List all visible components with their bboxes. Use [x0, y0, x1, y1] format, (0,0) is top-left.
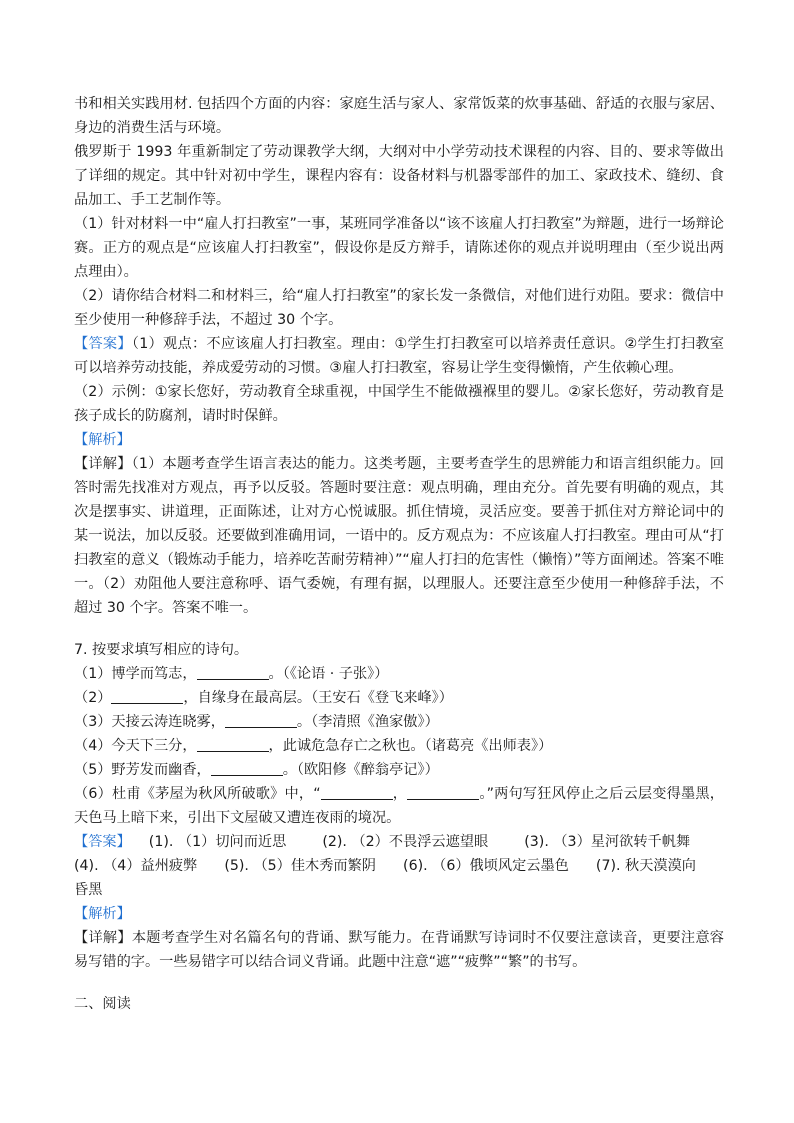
question-6-2: （2）请你结合材料二和材料三，给“雇人打扫教室”的家长发一条微信，对他们进行劝阻。要求：微信中至少使用一种修辞手法，不超过 30 个字。 — [74, 288, 724, 328]
analysis-tag: 【解析】 — [74, 432, 131, 448]
answer-tag: 【答案】 — [74, 336, 132, 352]
fill-blank[interactable] — [225, 712, 297, 728]
q7-answer: 昏黑 — [74, 882, 103, 898]
detail-text: 本题考查学生对名篇名句的背诵、默写能力。在背诵默写诗词时不仅要注意读音，更要注意容易写错的字。一些易错字可以结合词义背诵。此题中注意“遮”“疲弊”“繁”的书写。 — [74, 930, 724, 970]
q6-answer-2: （2）示例：①家长您好，劳动教育全球重视，中国学生不能做襁褓里的婴儿。②家长您好，劳动教育是孩子成长的防腐剂，请时时保鲜。 — [74, 384, 724, 424]
fill-blank[interactable] — [197, 736, 269, 752]
answer-tag: 【答案】 — [74, 834, 131, 850]
detail-tag: 【详解】 — [74, 930, 132, 946]
detail-text: （1）本题考查学生语言表达的能力。这类考题，主要考查学生的思辨能力和语言组织能力。回答时需先找准对方观点，再予以反驳。答题时要注意：观点明确，理由充分。首先要有明确的观点，其次是摆事实、讲道理，正面陈述，让对方心悦诚服。抓住情境，灵活应变。要善于抓住对方辩论词中的某一说法，加以反驳。还要做到准确用词，一语中的。反方观点为：不应该雇人打扫教室。理由可从“打扫教室的意义（锻炼动手能力，培养吃苦耐劳精神）”“雇人打扫的危害性（懒惰）”等方面阐述。答案不唯一。（2）劝阻他人要注意称呼、语气委婉，有理有据，以理服人。还要注意至少使用一种修辞手法，不超过 30 个字。答案不唯一。 — [74, 456, 724, 616]
q6-answer — [74, 332, 724, 380]
section-heading: 二、阅读 — [74, 996, 131, 1012]
q7-item: （4）今天下三分， ，此诚危急存亡之秋也。（诸葛亮《出师表》） — [74, 738, 553, 754]
answer-text: （1）观点：不应该雇人打扫教室。理由：①学生打扫教室可以培养责任意识。②学生打扫教室可以培养劳动技能，养成爱劳动的习惯。③雇人打扫教室，容易让学生变得懒惰，产生依赖心理。 — [74, 336, 724, 376]
q7-answer: (4). （4）益州疲弊 (5). （5）佳木秀而繁阴 (6). （6）俄顷风定云墨色 (7). 秋天漠漠向 — [74, 858, 696, 874]
q7-item: （6）杜甫《茅屋为秋风所破歌》中，“ ， 。”两句写狂风停止之后云层变得墨黑，天色马上暗下来，引出下文屋破又遭连夜雨的境况。 — [74, 786, 724, 826]
analysis-tag: 【解析】 — [74, 906, 131, 922]
q7-item: （5）野芳发而幽香， 。（欧阳修《醉翁亭记》） — [74, 762, 439, 778]
q7-title: 7. 按要求填写相应的诗句。 — [74, 642, 249, 658]
question-6-1: （1）针对材料一中“雇人打扫教室”一事，某班同学准备以“该不该雇人打扫教室”为辩题，进行一场辩论赛。正方的观点是“应该雇人打扫教室”，假设你是反方辩手，请陈述你的观点并说明理由（至少说出两点理由）。 — [74, 216, 724, 280]
document-page — [74, 92, 724, 1016]
material-paragraph: 书和相关实践用材. 包括四个方面的内容：家庭生活与家人、家常饭菜的炊事基础、舒适的衣服与家居、身边的消费生活与环境。 — [74, 96, 724, 136]
q7-detail — [74, 926, 724, 974]
fill-blank[interactable] — [111, 688, 183, 704]
q7-item: （3）天接云涛连晓雾， 。（李清照《渔家傲》） — [74, 714, 439, 730]
q6-detail — [74, 452, 724, 620]
fill-blank[interactable] — [321, 784, 393, 800]
fill-blank[interactable] — [197, 664, 269, 680]
fill-blank[interactable] — [407, 784, 479, 800]
q7-answer: 【答案】 (1). （1）切问而近思 (2). （2）不畏浮云遮望眼 (3). （3）星河欲转千帆舞 — [74, 834, 691, 850]
q7-item: （1）博学而笃志， 。（《论语 · 子张》） — [74, 666, 389, 682]
q7-item: （2） ，自缘身在最高层。（王安石《登飞来峰》） — [74, 690, 453, 706]
q6-analysis — [74, 428, 724, 452]
q7-analysis — [74, 902, 724, 926]
fill-blank[interactable] — [211, 760, 283, 776]
detail-tag: 【详解】 — [74, 456, 132, 472]
material-paragraph: 俄罗斯于 1993 年重新制定了劳动课教学大纲，大纲对中小学劳动技术课程的内容、目的、要求等做出了详细的规定。其中针对初中学生，课程内容有：设备材料与机器零部件的加工、家政技术、缝纫、食品加工、手工艺制作等。 — [74, 144, 724, 208]
